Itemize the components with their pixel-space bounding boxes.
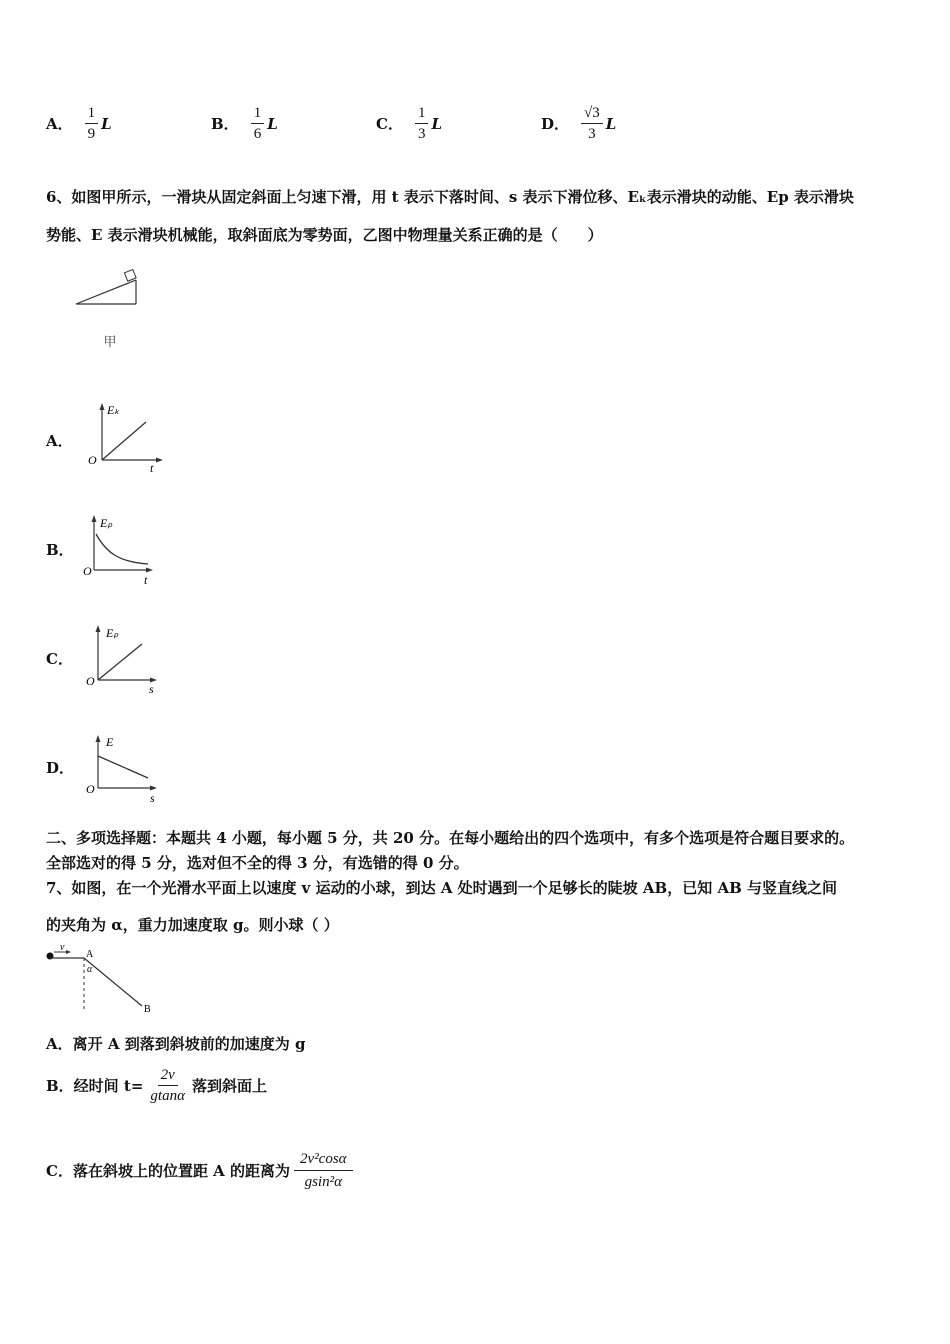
q5-option-c: C． $\frac{1}{3}$ L <box>376 105 442 142</box>
origin-label: O <box>88 453 97 467</box>
q5-option-d: D． $\frac{√3}{3}$ L <box>541 105 617 142</box>
option-letter: A． <box>46 115 73 133</box>
origin-label: O <box>83 564 92 578</box>
section2-line1: 二、多项选择题：本题共 4 小题，每小题 5 分，共 20 分。在每小题给出的四个选项中，有多个选项是符合题目要求的。 <box>46 829 855 847</box>
y-label: Eₚ <box>100 516 113 530</box>
q6-stem-line2: 势能、E 表示滑块机械能，取斜面底为零势面，乙图中物理量关系正确的是（ ） <box>46 226 603 244</box>
curve-line <box>98 756 148 778</box>
x-label: s <box>150 791 155 805</box>
velocity-arrowhead <box>66 950 71 954</box>
q6-stem-line1: 6、如图甲所示，一滑块从固定斜面上匀速下滑，用 t 表示下落时间、s 表示下滑位移、Eₖ表示滑块的动能、Ep 表示滑块 <box>46 188 854 206</box>
q7-option-a: A．离开 A 到落到斜坡前的加速度为 g <box>46 1035 306 1053</box>
incline-slope <box>76 280 136 304</box>
q7-stem-line2: 的夹角为 α，重力加速度取 g。则小球（ ） <box>46 916 339 934</box>
curve-line <box>102 422 146 460</box>
velocity-label: v <box>60 942 65 953</box>
y-axis-arrow <box>96 735 101 742</box>
y-label: Eₖ <box>107 403 120 417</box>
fraction: $\frac{1}{3}$ <box>415 104 429 143</box>
point-b-label: B <box>144 1004 151 1015</box>
q7-stem-line1: 7、如图，在一个光滑水平面上以速度 v 运动的小球，到达 A 处时遇到一个足够长的陡坡 AB，已知 AB 与竖直线之间 <box>46 879 837 897</box>
q7-option-c: C．落在斜坡上的位置距 A 的距离为 $\frac{\text{2v²cosα}}{\text{gsin²α}}$ <box>46 1150 353 1191</box>
slope-ab <box>84 958 142 1006</box>
fraction: $\frac{1}{6}$ <box>251 104 265 143</box>
q6-option-c-graph[interactable] <box>84 622 164 700</box>
figure-label-jia: 甲 <box>103 334 117 349</box>
alpha-label: α <box>87 964 93 975</box>
q5-option-b: B． $\frac{1}{6}$ L <box>211 105 278 142</box>
x-label: t <box>144 573 148 587</box>
q5-option-a: A． $\frac{1}{9}$ L <box>46 105 112 142</box>
q6-option-b-letter: B． <box>46 541 74 559</box>
q6-option-d-graph[interactable] <box>84 732 164 810</box>
y-label: E <box>106 735 114 749</box>
q5-options <box>46 104 906 152</box>
slider-block <box>124 269 136 281</box>
x-axis-arrow <box>150 786 157 791</box>
section2-line2: 全部选对的得 5 分，选对但不全的得 3 分，有选错的得 0 分。 <box>46 854 469 872</box>
y-label: Eₚ <box>106 626 119 640</box>
q6-option-d-letter: D． <box>46 759 75 777</box>
fraction-distance: $\frac{\text{2v²cosα}}{\text{gsin²α}}$ <box>294 1150 353 1191</box>
fraction: $\frac{1}{9}$ <box>85 104 99 143</box>
q6-option-b-graph[interactable] <box>82 512 162 590</box>
q6-option-a-letter: A． <box>46 432 73 450</box>
x-label: t <box>150 461 154 475</box>
q7-option-b: B．经时间 t= $\frac{2v}{gtan\alpha}$ 落到斜面上 <box>46 1067 267 1104</box>
curve-decay <box>96 534 148 564</box>
origin-label: O <box>86 782 95 796</box>
incline-figure <box>70 266 150 356</box>
q7-figure <box>42 940 162 1018</box>
fraction-2v-over-gtan: $\frac{2v}{gtan\alpha}$ <box>150 1067 185 1104</box>
y-axis-arrow <box>92 515 97 522</box>
q6-option-a-graph[interactable] <box>84 400 164 478</box>
curve-line <box>98 644 142 680</box>
q6-option-c-letter: C． <box>46 650 73 668</box>
point-a-label: A <box>86 949 94 960</box>
fraction: $\frac{√3}{3}$ <box>581 104 603 143</box>
x-axis-arrow <box>156 458 163 463</box>
x-label: s <box>149 682 154 696</box>
y-axis-arrow <box>100 403 105 410</box>
x-axis-arrow <box>146 568 153 573</box>
origin-label: O <box>86 674 95 688</box>
y-axis-arrow <box>96 625 101 632</box>
